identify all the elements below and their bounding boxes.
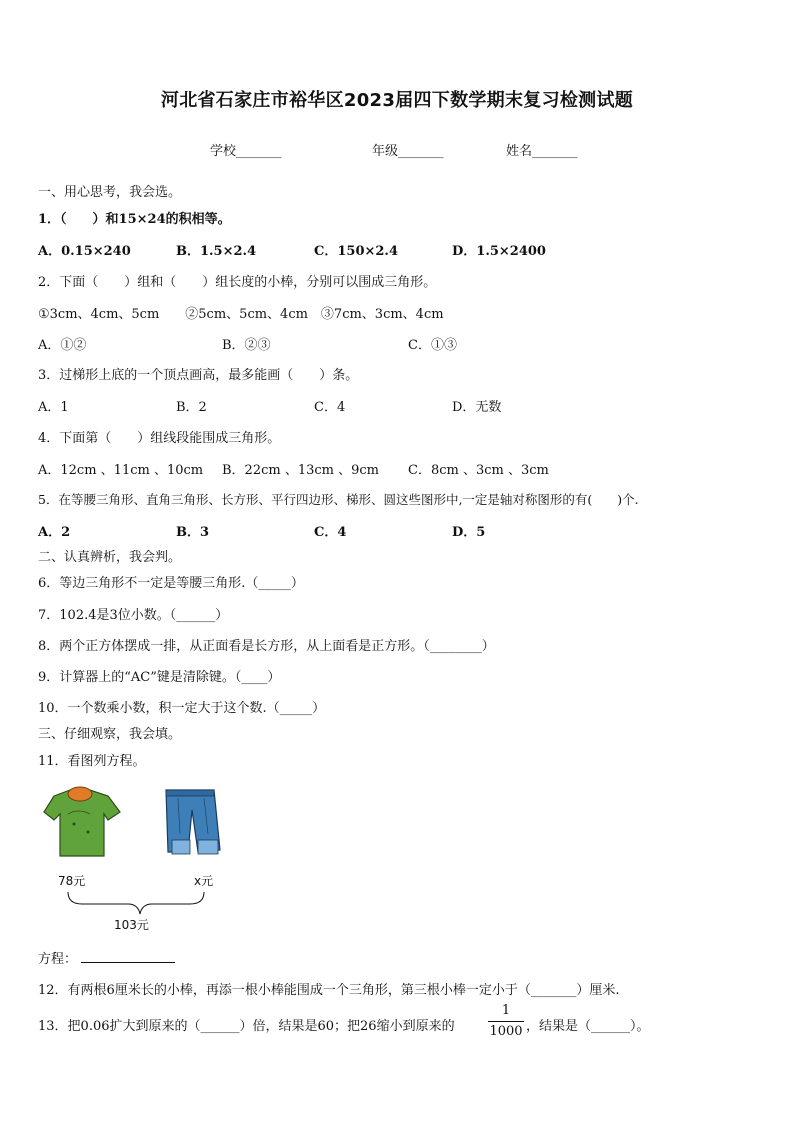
q1-option-c: C．150×2.4 [314, 244, 398, 259]
question-1: 1．（ ）和15×24的积相等。 [38, 212, 231, 227]
fraction-bar [488, 1021, 524, 1022]
section-heading-3: 三、仔细观察，我会填。 [38, 727, 182, 742]
q1-option-a: A．0.15×240 [38, 244, 131, 259]
equation-line [38, 948, 175, 967]
q2-option-b: B．②③ [222, 338, 271, 353]
q11-figure [38, 784, 238, 944]
q5-option-b: B．3 [176, 525, 210, 540]
equation-blank[interactable] [81, 952, 175, 963]
pants-price: x元 [194, 874, 214, 888]
pants-icon [166, 790, 220, 854]
q4-option-c: C．8cm 、3cm 、3cm [408, 463, 549, 478]
q3-option-c: C．4 [314, 400, 346, 415]
q2-groups: ①3cm、4cm、5cm ②5cm、5cm、4cm ③7cm、3cm、4cm [38, 307, 444, 322]
q5-option-a: A．2 [38, 525, 71, 540]
q4-option-b: B．22cm 、13cm 、9cm [222, 463, 379, 478]
equation-label: 方程： [38, 952, 78, 967]
q2-option-c: C．①③ [408, 338, 457, 353]
q5-option-d: D．5 [452, 525, 486, 540]
question-9: 9．计算器上的“AC”键是清除键。（____） [38, 670, 281, 685]
q1-option-d: D．1.5×2400 [452, 244, 546, 259]
brace-icon [68, 892, 204, 914]
question-10: 10．一个数乘小数，积一定大于这个数.（_____） [38, 701, 326, 716]
question-5: 5．在等腰三角形、直角三角形、长方形、平行四边形、梯形、圆这些图形中,一定是轴对称图形的有( )个. [38, 492, 639, 507]
question-2: 2．下面（ ）组和（ ）组长度的小棒，分别可以围成三角形。 [38, 275, 437, 290]
question-11: 11．看图列方程。 [38, 754, 146, 769]
q1-option-b: B．1.5×2.4 [176, 244, 257, 259]
shirt-price: 78元 [58, 874, 86, 888]
q3-option-d: D．无数 [452, 400, 502, 415]
section-heading-2: 二、认真辨析，我会判。 [38, 550, 182, 565]
question-12: 12．有两根6厘米长的小棒，再添一根小棒能围成一个三角形，第三根小棒一定小于（_______）厘米. [38, 983, 620, 998]
q4-option-a: A．12cm 、11cm 、10cm [38, 463, 204, 478]
question-6: 6．等边三角形不一定是等腰三角形.（_____） [38, 576, 304, 591]
question-3: 3．过梯形上底的一个顶点画高，最多能画（ ）条。 [38, 368, 359, 383]
fraction-numerator: 1 [501, 1003, 511, 1018]
section-heading-1: 一、用心思考，我会选。 [38, 185, 182, 200]
school-field: 学校_______ [210, 144, 282, 159]
question-13-part2: ，结果是（______）。 [526, 1019, 650, 1034]
shirt-icon [44, 787, 120, 856]
q5-option-c: C．4 [314, 525, 347, 540]
q3-option-b: B．2 [176, 400, 207, 415]
question-8: 8．两个正方体摆成一排，从正面看是长方形，从上面看是正方形。（________） [38, 639, 495, 654]
q3-option-a: A．1 [38, 400, 69, 415]
page-title: 河北省石家庄市裕华区2023届四下数学期末复习检测试题 [160, 90, 634, 111]
fraction [488, 1003, 524, 1040]
question-4: 4．下面第（ ）组线段能围成三角形。 [38, 431, 281, 446]
fraction-denominator: 1000 [489, 1024, 523, 1039]
question-13-part1: 13．把0.06扩大到原来的（______）倍，结果是60；把26缩小到原来的 [38, 1019, 455, 1034]
q2-option-a: A．①② [38, 338, 87, 353]
total-price: 103元 [114, 918, 149, 932]
name-field: 姓名_______ [506, 144, 578, 159]
grade-field: 年级_______ [372, 144, 444, 159]
question-7: 7．102.4是3位小数。（______） [38, 608, 229, 623]
